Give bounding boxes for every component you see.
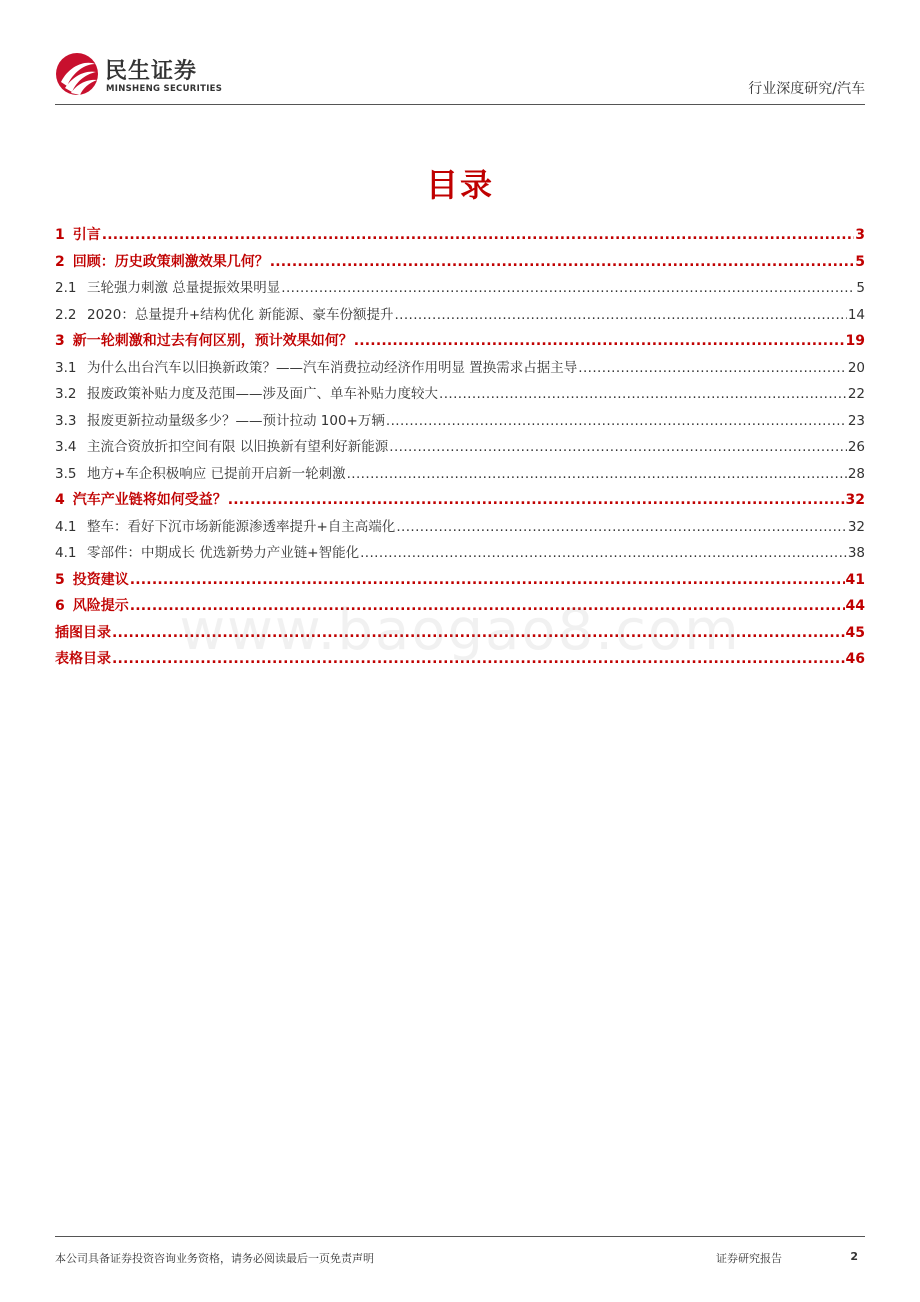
toc-dot-leader xyxy=(281,275,855,302)
toc-entry-number: 3.5 xyxy=(55,465,77,482)
logo-chinese-name: 民生证券 xyxy=(105,59,198,84)
toc-entry-page: 28 xyxy=(847,465,865,482)
toc-entry-title: 汽车产业链将如何受益？ xyxy=(72,492,227,508)
toc-entry-page: 5 xyxy=(855,253,865,270)
toc-dot-leader xyxy=(270,249,855,276)
toc-entry-title: 新一轮刺激和过去有何区别，预计效果如何？ xyxy=(72,333,353,349)
toc-dot-leader xyxy=(389,434,847,461)
toc-entry-page: 14 xyxy=(847,306,865,323)
toc-entry-page: 32 xyxy=(845,492,865,508)
watermark: www.baogao8.com xyxy=(179,598,741,663)
toc-dot-leader xyxy=(386,408,847,435)
toc-entry-number: 3.1 xyxy=(55,359,77,376)
toc-entry-number: 5 xyxy=(55,571,65,588)
toc-entry-page: 5 xyxy=(856,280,865,296)
toc-entry-number: 3.2 xyxy=(55,386,77,402)
toc-dot-leader xyxy=(396,514,847,541)
toc-entry-page: 26 xyxy=(847,439,865,455)
toc-dot-leader xyxy=(347,461,847,488)
toc-entry[interactable] xyxy=(55,487,865,514)
toc-entry[interactable] xyxy=(55,540,865,567)
toc-entry-page: 23 xyxy=(847,412,865,429)
toc-entry-number: 1 xyxy=(55,227,65,243)
toc-dot-leader xyxy=(394,302,846,329)
toc-entry-page: 45 xyxy=(845,624,865,641)
header-divider xyxy=(55,104,865,105)
toc-entry[interactable] xyxy=(55,461,865,488)
toc-entry-page: 44 xyxy=(845,598,865,614)
toc-entry-title: 主流合资放折扣空间有限 以旧换新有望利好新能源 xyxy=(87,439,389,455)
toc-entry-title: 回顾：历史政策刺激效果几何？ xyxy=(72,253,269,270)
toc-dot-leader xyxy=(102,222,855,249)
toc-entry-title: 风险提示 xyxy=(72,598,129,614)
toc-entry-title: 报废更新拉动量级多少？——预计拉动 100+万辆 xyxy=(87,412,385,429)
toc-entry-title: 零部件：中期成长 优选新势力产业链+智能化 xyxy=(87,545,360,561)
toc-entry-title: 整车：看好下沉市场新能源渗透率提升+自主高端化 xyxy=(87,518,396,535)
toc-entry-number: 2.1 xyxy=(55,280,77,296)
toc-entry-number: 3 xyxy=(55,333,65,349)
toc-entry-page: 20 xyxy=(847,359,865,376)
toc-dot-leader xyxy=(360,540,847,567)
toc-entry[interactable] xyxy=(55,434,865,461)
toc-entry-number: 6 xyxy=(55,598,65,614)
toc-dot-leader xyxy=(228,487,845,514)
toc-dot-leader xyxy=(354,328,845,355)
toc-entry[interactable] xyxy=(55,249,865,276)
footer-disclaimer: 本公司具备证券投资咨询业务资格，请务必阅读最后一页免责声明 xyxy=(55,1252,374,1265)
footer-page-number: 2 xyxy=(850,1250,858,1263)
toc-entry-number: 3.3 xyxy=(55,412,77,429)
toc-entry[interactable] xyxy=(55,302,865,329)
minsheng-logo xyxy=(55,50,225,100)
logo-english-name: MINSHENG SECURITIES xyxy=(106,84,223,94)
toc-entry-number: 4.1 xyxy=(55,518,77,535)
toc-dot-leader xyxy=(130,567,845,594)
toc-entry-number: 2.2 xyxy=(55,306,77,323)
toc-entry[interactable] xyxy=(55,328,865,355)
footer-doc-type: 证券研究报告 xyxy=(716,1252,782,1265)
toc-entry-title: 引言 xyxy=(72,227,101,243)
toc-entry-page: 38 xyxy=(847,545,865,561)
toc-entry-page: 22 xyxy=(847,386,865,402)
toc-entry-title: 2020：总量提升+结构优化 新能源、豪车份额提升 xyxy=(87,306,394,323)
toc-entry[interactable] xyxy=(55,222,865,249)
report-category: 行业深度研究/汽车 xyxy=(748,81,865,97)
toc-entry-page: 41 xyxy=(845,571,865,588)
toc-entry-title: 报废政策补贴力度及范围——涉及面广、单车补贴力度较大 xyxy=(87,386,438,402)
footer-divider xyxy=(55,1236,865,1237)
toc-entry[interactable] xyxy=(55,514,865,541)
toc-entry-page: 19 xyxy=(845,333,865,349)
toc-entry[interactable] xyxy=(55,275,865,302)
toc-entry-title: 表格目录 xyxy=(55,651,111,667)
toc-entry-title: 为什么出台汽车以旧换新政策？——汽车消费拉动经济作用明显 置换需求占据主导 xyxy=(87,359,578,376)
toc-entry-page: 32 xyxy=(847,518,865,535)
toc-entry-page: 46 xyxy=(845,651,865,667)
toc-entry-number: 4.1 xyxy=(55,545,77,561)
toc-entry-number: 2 xyxy=(55,253,65,270)
toc-entry-title: 三轮强力刺激 总量提振效果明显 xyxy=(87,280,281,296)
toc-entry-title: 地方+车企积极响应 已提前开启新一轮刺激 xyxy=(87,465,346,482)
page-header xyxy=(55,50,865,106)
toc-entry-title: 插图目录 xyxy=(55,624,111,641)
minsheng-logo-icon xyxy=(55,52,99,96)
toc-dot-leader xyxy=(578,355,847,382)
toc-dot-leader xyxy=(439,381,847,408)
toc-entry[interactable] xyxy=(55,567,865,594)
toc-entry-number: 4 xyxy=(55,492,65,508)
toc-entry[interactable] xyxy=(55,408,865,435)
toc-entry[interactable] xyxy=(55,355,865,382)
toc-entry-title: 投资建议 xyxy=(72,571,129,588)
toc-title: 目录 xyxy=(425,166,494,204)
toc-entry-number: 3.4 xyxy=(55,439,77,455)
toc-entry-page: 3 xyxy=(855,227,865,243)
toc-entry[interactable] xyxy=(55,381,865,408)
